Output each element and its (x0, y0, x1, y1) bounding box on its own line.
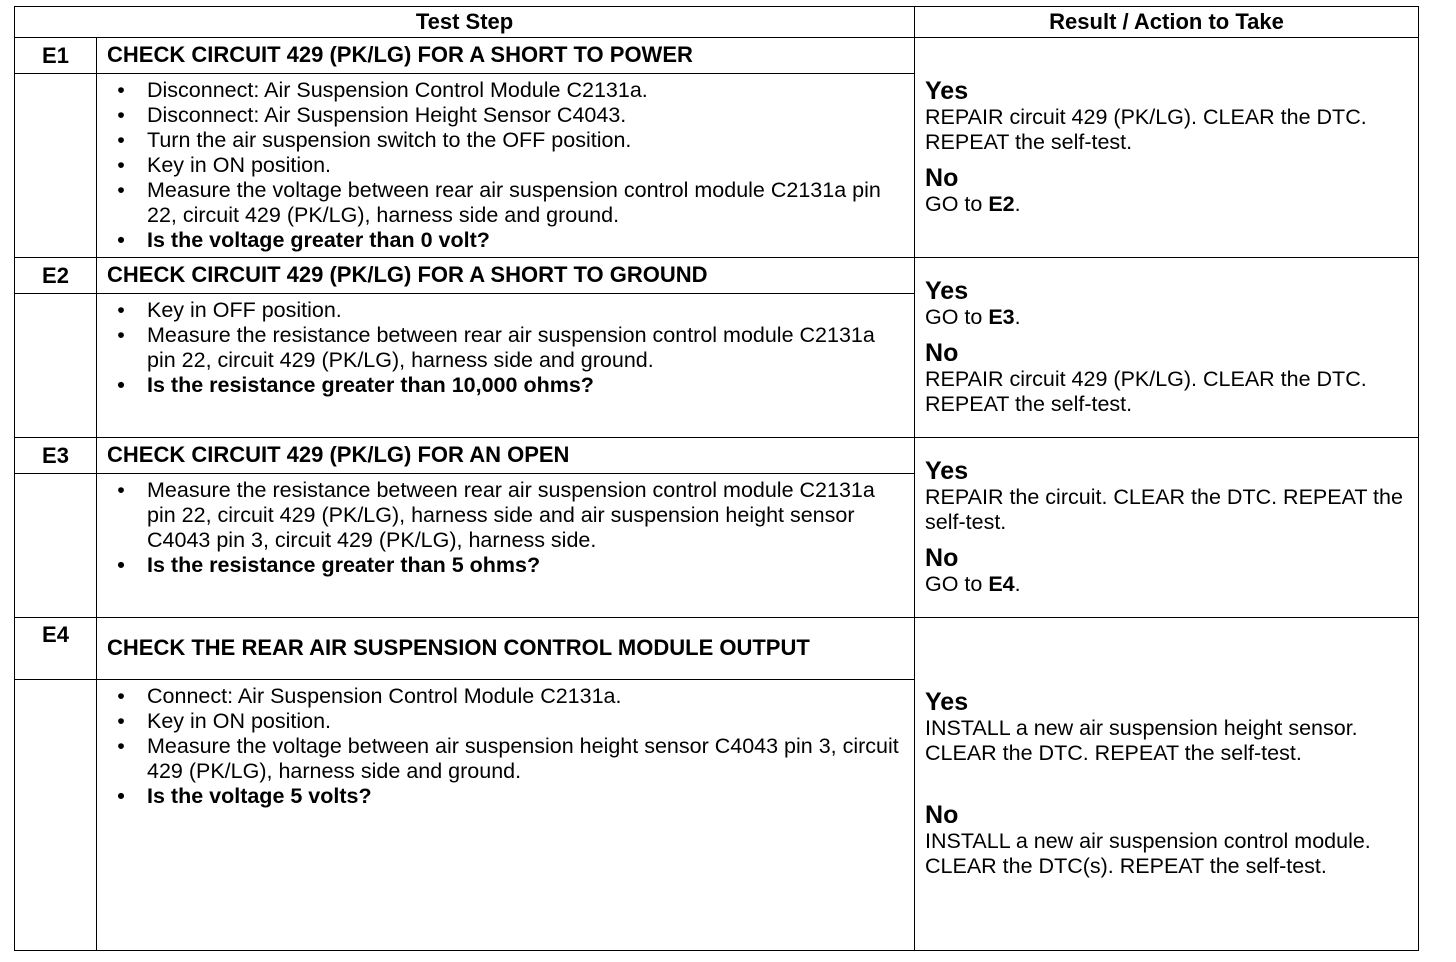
header-result-action: Result / Action to Take (915, 7, 1419, 38)
step-title-e2: CHECK CIRCUIT 429 (PK/LG) FOR A SHORT TO GROUND (97, 258, 915, 294)
yes-label: Yes (925, 277, 969, 305)
yes-action-1: INSTALL a new air suspension height sensor. (925, 716, 1358, 740)
yes-label: Yes (925, 688, 969, 716)
result-no-e3 (925, 545, 1408, 597)
diagnostic-test-table (14, 6, 1419, 951)
result-yes-e1 (925, 78, 1408, 155)
result-no-e1 (925, 165, 1408, 217)
step-title-row-e2 (15, 258, 1419, 294)
step-id-spacer (15, 680, 97, 951)
step-question: • Is the voltage greater than 0 volt? (117, 228, 490, 252)
step-id-spacer (15, 474, 97, 618)
result-yes-e3 (925, 458, 1408, 535)
step-title-e4: CHECK THE REAR AIR SUSPENSION CONTROL MODULE OUTPUT (97, 618, 915, 680)
no-action: GO to E2. (925, 192, 1021, 216)
step-instructions-e1 (97, 74, 915, 258)
step-instructions-e2 (97, 294, 915, 438)
yes-label: Yes (925, 77, 969, 105)
yes-label: Yes (925, 457, 969, 485)
list-item: • Measure the resistance between rear air suspension control module C2131a pin 22, circuit 429 (PK/LG), harness side and air suspension height sensor C4043 pin 3, circuit 429 (PK/LG), harness side. (117, 478, 875, 552)
list-item: • Measure the voltage between air suspension height sensor C4043 pin 3, circuit 429 (PK/LG), harness side and ground. (117, 734, 899, 783)
no-label: No (925, 339, 959, 367)
step-question: • Is the voltage 5 volts? (117, 784, 372, 808)
result-yes-e2 (925, 278, 1408, 330)
header-test-step: Test Step (15, 7, 915, 38)
step-title-row-e1 (15, 38, 1419, 74)
yes-action: GO to E3. (925, 305, 1021, 329)
step-title-row-e4 (15, 618, 1419, 680)
no-action-2: CLEAR the DTC(s). REPEAT the self-test. (925, 854, 1327, 878)
step-id-e3: E3 (15, 438, 97, 474)
result-yes-e4 (925, 689, 1408, 766)
list-item: • Disconnect: Air Suspension Height Sensor C4043. (117, 103, 627, 127)
no-action-1: INSTALL a new air suspension control module. (925, 829, 1371, 853)
yes-action-2: CLEAR the DTC. REPEAT the self-test. (925, 741, 1302, 765)
list-item: • Disconnect: Air Suspension Control Module C2131a. (117, 78, 648, 102)
no-action: REPAIR circuit 429 (PK/LG). CLEAR the DTC. REPEAT the self-test. (925, 367, 1367, 416)
no-action: GO to E4. (925, 572, 1021, 596)
step-instructions-e4 (97, 680, 915, 951)
step-id-spacer (15, 294, 97, 438)
yes-action: REPAIR circuit 429 (PK/LG). CLEAR the DTC. REPEAT the self-test. (925, 105, 1367, 154)
result-no-e2 (925, 340, 1408, 417)
result-cell-e4 (915, 618, 1419, 951)
list-item: • Turn the air suspension switch to the OFF position. (117, 128, 632, 152)
step-instructions-e3 (97, 474, 915, 618)
step-question: • Is the resistance greater than 10,000 ohms? (117, 373, 594, 397)
step-title-e3: CHECK CIRCUIT 429 (PK/LG) FOR AN OPEN (97, 438, 915, 474)
no-label: No (925, 544, 959, 572)
list-item: • Key in ON position. (117, 153, 332, 177)
result-cell-e2 (915, 258, 1419, 438)
step-id-spacer (15, 74, 97, 258)
step-title-e1: CHECK CIRCUIT 429 (PK/LG) FOR A SHORT TO POWER (97, 38, 915, 74)
goto-target: E3 (988, 305, 1015, 329)
result-cell-e3 (915, 438, 1419, 618)
goto-target: E4 (988, 572, 1015, 596)
step-id-e2: E2 (15, 258, 97, 294)
step-title-row-e3 (15, 438, 1419, 474)
table-header-row (15, 7, 1419, 38)
list-item: • Measure the resistance between rear air suspension control module C2131a pin 22, circuit 429 (PK/LG), harness side and ground. (117, 323, 875, 372)
result-no-e4 (925, 802, 1408, 879)
list-item: • Key in OFF position. (117, 298, 342, 322)
yes-action: REPAIR the circuit. CLEAR the DTC. REPEAT the self-test. (925, 485, 1403, 534)
no-label: No (925, 164, 959, 192)
goto-target: E2 (988, 192, 1015, 216)
step-id-e1: E1 (15, 38, 97, 74)
step-id-e4: E4 (15, 618, 97, 680)
list-item: • Key in ON position. (117, 709, 332, 733)
no-label: No (925, 801, 959, 829)
list-item: • Connect: Air Suspension Control Module C2131a. (117, 684, 622, 708)
step-question: • Is the resistance greater than 5 ohms? (117, 553, 541, 577)
list-item: • Measure the voltage between rear air suspension control module C2131a pin 22, circuit 429 (PK/LG), harness side and ground. (117, 178, 881, 227)
result-cell-e1 (915, 38, 1419, 258)
